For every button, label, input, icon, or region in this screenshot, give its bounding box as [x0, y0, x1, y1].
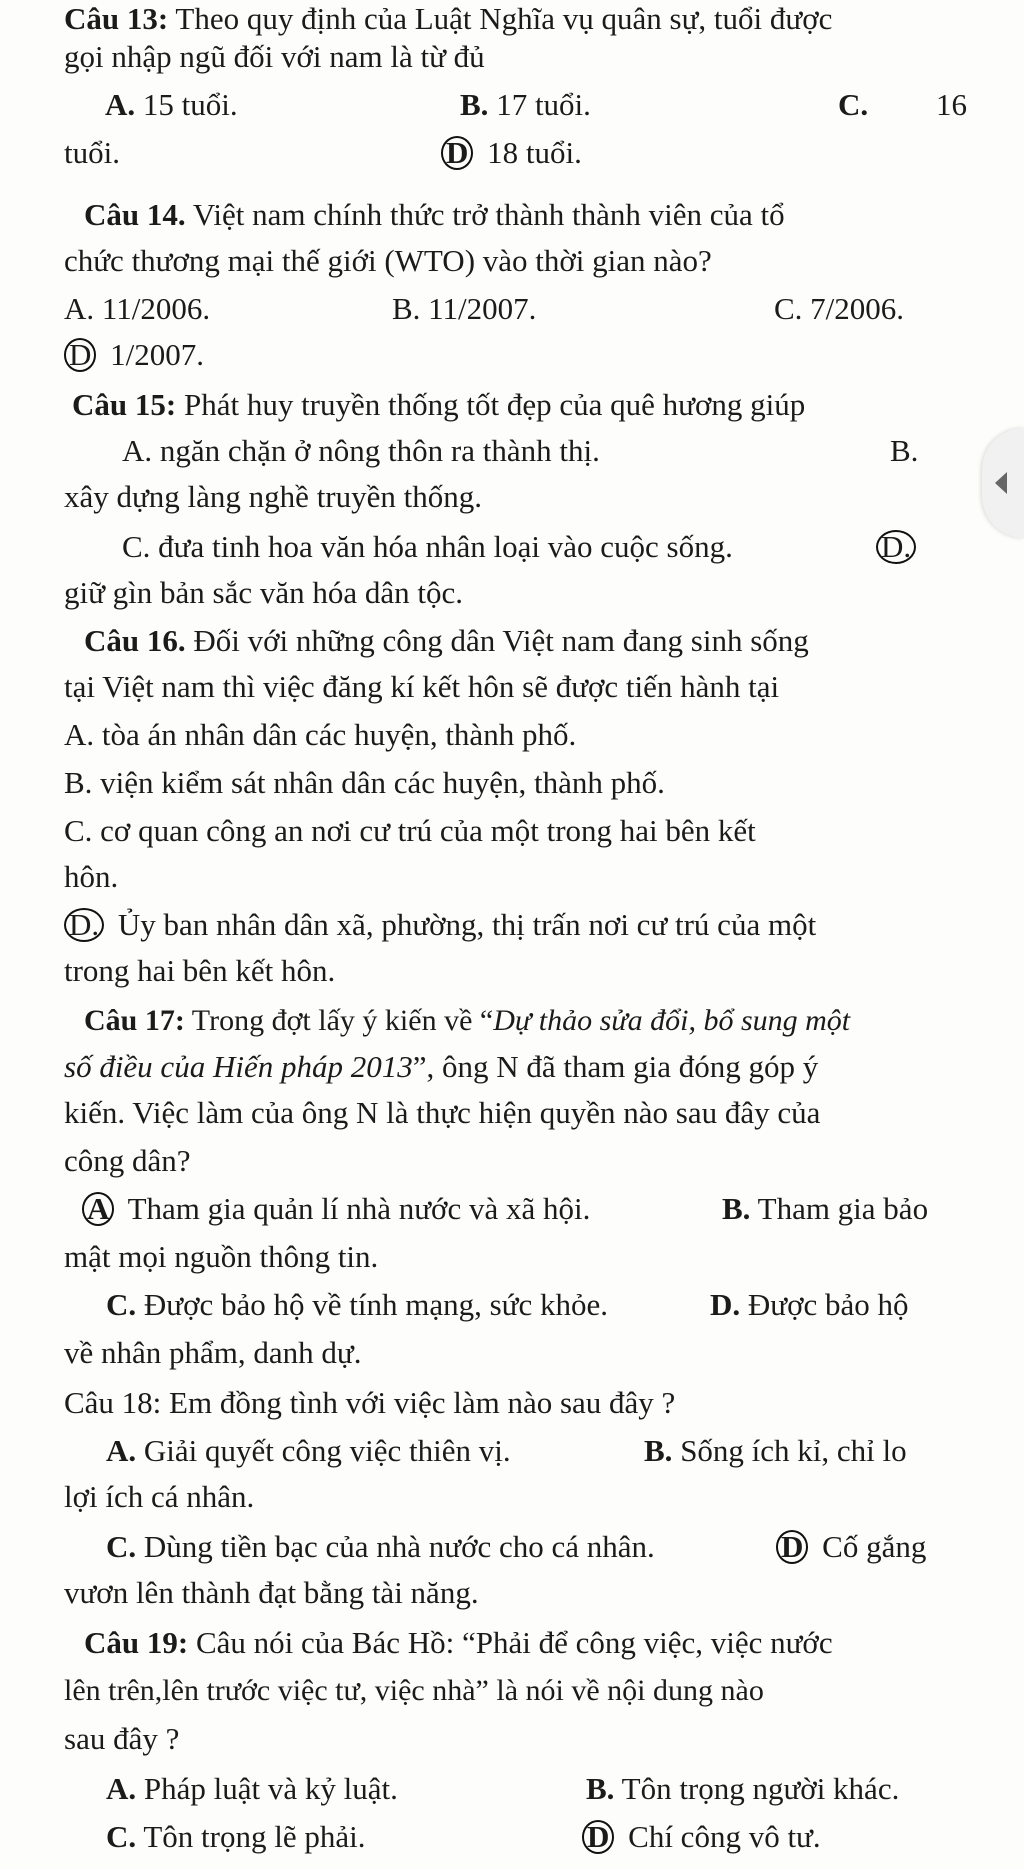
q16-stem-line1: Câu 16. Đối với những công dân Việt nam đang sinh sống [84, 623, 809, 658]
q18-option-b: B. Sống ích kỉ, chỉ lo [644, 1433, 907, 1468]
q16-option-d-line2: trong hai bên kết hôn. [64, 953, 336, 988]
q13-option-c: C. [838, 87, 869, 122]
q19-stem-line2: lên trên,lên trước việc tư, việc nhà” là nói về nội dung nào [64, 1674, 764, 1707]
q16-option-c-line2: hôn. [64, 859, 119, 894]
answer-circle: D. [876, 530, 916, 564]
q15-option-b-text: xây dựng làng nghề truyền thống. [64, 479, 483, 514]
q13-option-c-value: 16 [936, 87, 967, 122]
q15-option-d-letter [876, 528, 922, 566]
answer-circle: A [82, 1192, 114, 1226]
q13-stem-line1: Câu 13: Theo quy định của Luật Nghĩa vụ quân sự, tuổi được [64, 1, 833, 36]
q14-stem-line1: Câu 14. Việt nam chính thức trở thành thành viên của tổ [84, 197, 785, 232]
answer-circle: D [582, 1820, 614, 1854]
q18-option-c: C. Dùng tiền bạc của nhà nước cho cá nhân. [106, 1529, 655, 1564]
q19-stem-line1: Câu 19: Câu nói của Bác Hồ: “Phải để công việc, việc nước [84, 1625, 833, 1660]
q13-option-d: D 18 tuổi. [441, 134, 582, 172]
q14-option-d: D 1/2007. [64, 336, 204, 374]
q17-option-b: B. Tham gia bảo [722, 1191, 929, 1226]
q19-stem-line3: sau đây ? [64, 1721, 180, 1756]
q17-stem-line4: công dân? [64, 1143, 191, 1178]
q19-option-a: A. Pháp luật và kỷ luật. [106, 1771, 398, 1806]
q17-option-d: D. Được bảo hộ [710, 1287, 909, 1322]
q17-option-c: C. Được bảo hộ về tính mạng, sức khỏe. [106, 1287, 608, 1322]
q17-option-b-cont: mật mọi nguồn thông tin. [64, 1239, 379, 1274]
q18-option-d-cont: vươn lên thành đạt bằng tài năng. [64, 1575, 479, 1610]
q15-option-c: C. đưa tinh hoa văn hóa nhân loại vào cuộc sống. [122, 529, 733, 564]
answer-circle: D [64, 338, 96, 372]
q13-option-a: A. 15 tuổi. [105, 87, 238, 122]
q16-option-a: A. tòa án nhân dân các huyện, thành phố. [64, 717, 577, 752]
q14-option-c: C. 7/2006. [774, 291, 905, 326]
q17-stem-line1: Câu 17: Trong đợt lấy ý kiến về “Dự thảo sửa đổi, bổ sung một [84, 1004, 851, 1037]
q13-option-c-cont: tuổi. [64, 135, 120, 170]
q17-option-a: A Tham gia quản lí nhà nước và xã hội. [82, 1190, 590, 1228]
answer-circle: D [441, 136, 473, 170]
q17-stem-line2: số điều của Hiến pháp 2013”, ông N đã tham gia đóng góp ý [64, 1049, 819, 1084]
answer-circle: D [776, 1530, 808, 1564]
q19-option-d: D Chí công vô tư. [582, 1818, 821, 1856]
q18-stem: Câu 18: Em đồng tình với việc làm nào sau đây ? [64, 1385, 676, 1420]
answer-circle: D. [64, 908, 104, 942]
q18-option-d: D Cố gắng [776, 1528, 926, 1566]
q19-option-c: C. Tôn trọng lẽ phải. [106, 1819, 366, 1854]
q16-option-b: B. viện kiểm sát nhân dân các huyện, thành phố. [64, 765, 665, 800]
q13-option-b: B. 17 tuổi. [460, 87, 591, 122]
q16-stem-line2: tại Việt nam thì việc đăng kí kết hôn sẽ được tiến hành tại [64, 669, 780, 704]
q15-option-a: A. ngăn chặn ở nông thôn ra thành thị. [122, 433, 600, 468]
q17-stem-line3: kiến. Việc làm của ông N là thực hiện quyền nào sau đây của [64, 1095, 821, 1130]
q15-option-d-text: giữ gìn bản sắc văn hóa dân tộc. [64, 575, 464, 610]
q15-option-b-letter: B. [890, 433, 919, 468]
q15-stem: Câu 15: Phát huy truyền thống tốt đẹp của quê hương giúp [72, 387, 806, 422]
q18-option-b-cont: lợi ích cá nhân. [64, 1479, 255, 1514]
q16-option-d-line1: D. Ủy ban nhân dân xã, phường, thị trấn nơi cư trú của một [64, 906, 816, 944]
q14-stem-line2: chức thương mại thế giới (WTO) vào thời gian nào? [64, 243, 712, 278]
q16-option-c-line1: C. cơ quan công an nơi cư trú của một trong hai bên kết [64, 813, 756, 848]
q19-option-b: B. Tôn trọng người khác. [586, 1771, 900, 1806]
q14-option-b: B. 11/2007. [392, 291, 537, 326]
q13-stem-line2: gọi nhập ngũ đối với nam là từ đủ [64, 39, 485, 74]
q18-option-a: A. Giải quyết công việc thiên vị. [106, 1433, 511, 1468]
q17-option-d-cont: về nhân phẩm, danh dự. [64, 1335, 362, 1370]
q14-option-a: A. 11/2006. [64, 291, 211, 326]
chevron-left-icon [995, 472, 1007, 494]
